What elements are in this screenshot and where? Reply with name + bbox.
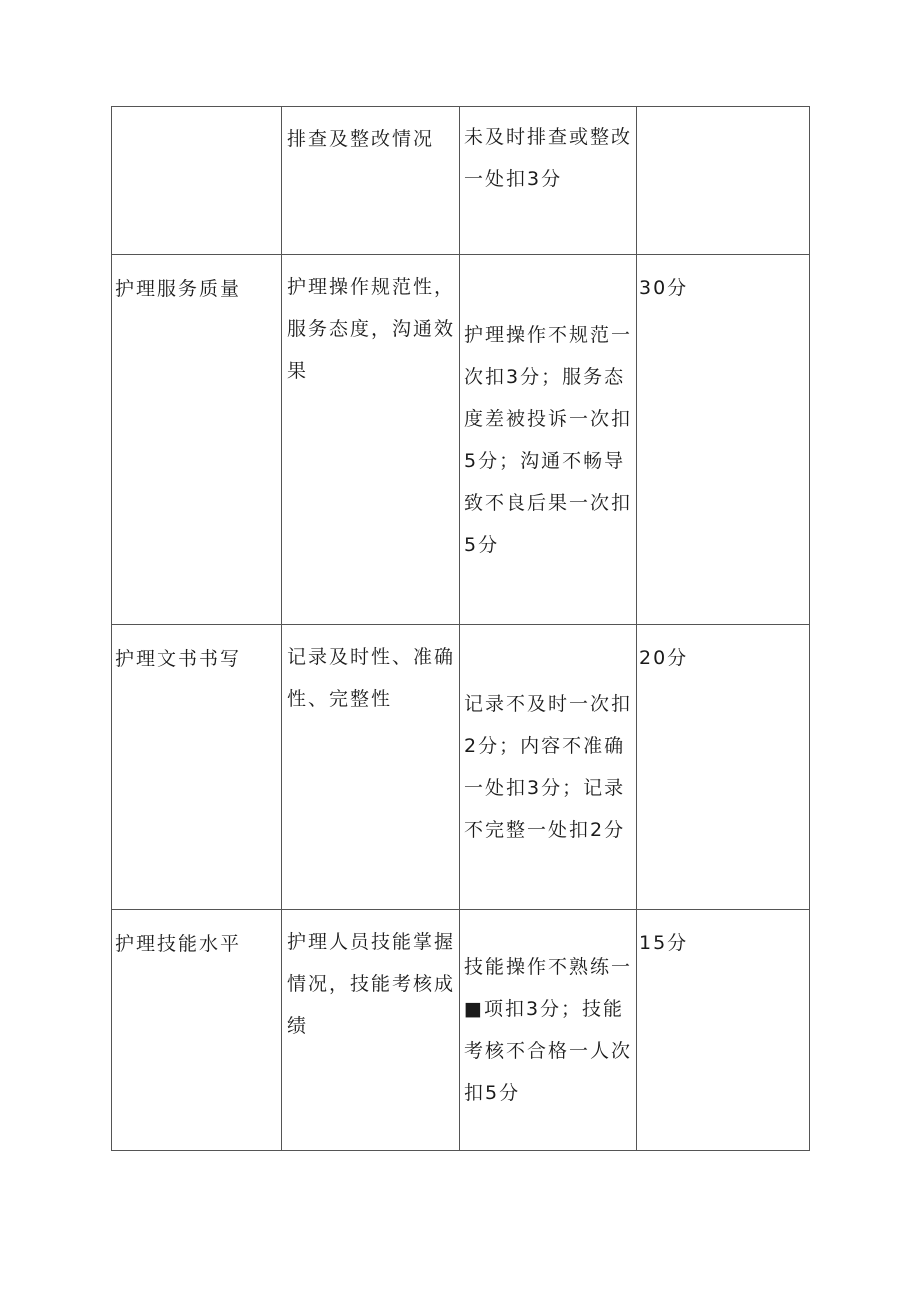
criteria-cell: 护理操作不规范一次扣3分；服务态度差被投诉一次扣5分；沟通不畅导致不良后果一次扣5分 <box>460 255 637 625</box>
item-cell: 护理文书书写 <box>112 625 282 910</box>
table-row <box>112 625 810 910</box>
score-cell: 20分 <box>637 625 810 910</box>
content-cell: 护理人员技能掌握情况，技能考核成绩 <box>282 910 460 1151</box>
content-cell: 排查及整改情况 <box>282 107 460 255</box>
score-cell <box>637 107 810 255</box>
table-row <box>112 255 810 625</box>
item-cell <box>112 107 282 255</box>
item-cell: 护理技能水平 <box>112 910 282 1151</box>
table-row <box>112 910 810 1151</box>
assessment-table <box>111 106 810 1151</box>
item-cell: 护理服务质量 <box>112 255 282 625</box>
criteria-cell: 技能操作不熟练一■项扣3分；技能考核不合格一人次扣5分 <box>460 910 637 1151</box>
criteria-cell: 未及时排查或整改一处扣3分 <box>460 107 637 255</box>
score-cell: 30分 <box>637 255 810 625</box>
content-cell: 护理操作规范性，服务态度，沟通效果 <box>282 255 460 625</box>
score-cell: 15分 <box>637 910 810 1151</box>
content-cell: 记录及时性、准确性、完整性 <box>282 625 460 910</box>
table-row <box>112 107 810 255</box>
criteria-cell: 记录不及时一次扣2分；内容不准确一处扣3分；记录不完整一处扣2分 <box>460 625 637 910</box>
